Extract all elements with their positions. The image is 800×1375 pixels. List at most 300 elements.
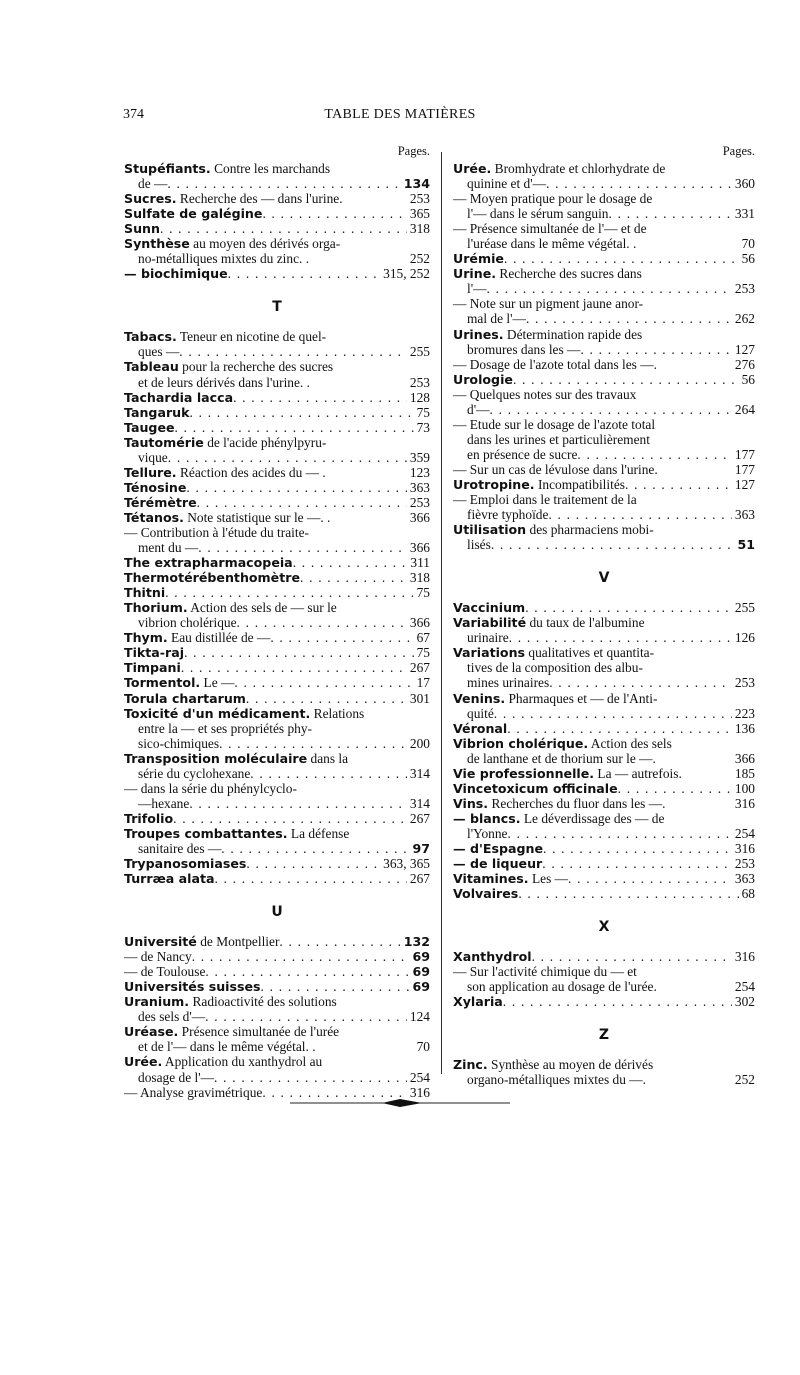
entry-description: l'— dans le sérum sanguin	[467, 206, 609, 222]
entry-text	[124, 811, 173, 826]
entry-heading: Vaccinium	[453, 600, 526, 616]
index-entry	[124, 675, 430, 690]
entry-heading: Stupéfiants.	[124, 161, 211, 176]
entry-description: —hexane	[138, 795, 190, 811]
entry-line	[124, 675, 430, 690]
entry-heading: Universités suisses	[124, 979, 261, 995]
entry-line	[453, 221, 755, 236]
index-entry	[124, 206, 430, 221]
entry-text	[124, 691, 246, 706]
entry-text	[453, 1057, 653, 1072]
page-reference: 128	[409, 389, 430, 405]
index-entry	[124, 405, 430, 420]
leader-dots	[192, 949, 410, 964]
page-reference: 255	[734, 600, 755, 616]
index-entry	[124, 359, 430, 389]
entry-line	[453, 781, 755, 796]
entry-text	[453, 522, 654, 537]
index-entry	[453, 781, 755, 796]
entry-line	[453, 886, 755, 901]
index-entry	[124, 161, 430, 191]
entry-line	[453, 281, 755, 296]
index-entry	[124, 465, 430, 480]
entry-text	[124, 161, 330, 176]
entry-heading: Variations	[453, 645, 526, 661]
entry-text	[124, 841, 221, 856]
entry-text	[453, 206, 609, 221]
leader-dots	[549, 675, 732, 690]
page-reference: 301	[409, 690, 430, 706]
entry-text	[453, 841, 543, 856]
index-entry	[124, 420, 430, 435]
index-entry	[124, 236, 430, 266]
entry-line	[124, 721, 430, 736]
entry-description: La défense	[287, 825, 350, 841]
entry-text	[453, 721, 507, 736]
entry-heading: — biochimique	[124, 266, 228, 282]
index-entry	[453, 736, 755, 766]
entry-line	[124, 1039, 430, 1054]
entry-line	[453, 630, 755, 645]
entry-description: Synthèse au moyen de dérivés	[487, 1057, 654, 1073]
entry-line	[124, 176, 430, 191]
entry-text	[453, 507, 548, 522]
entry-heading: Xylaria	[453, 994, 503, 1010]
index-entry	[453, 615, 755, 645]
entry-description: urinaire	[467, 630, 509, 646]
entry-heading: Urémie	[453, 251, 504, 267]
leader-dots	[279, 934, 400, 949]
entry-line	[124, 221, 430, 236]
entry-description: en présence de sucre	[467, 446, 578, 462]
index-entry	[453, 964, 755, 994]
entry-heading: The extrapharmacopeia	[124, 555, 293, 571]
entry-description: dans les urines et particulièrement	[467, 431, 650, 447]
entry-line	[124, 585, 430, 600]
running-title: TABLE DES MATIÈRES	[324, 107, 476, 122]
index-entry	[124, 585, 430, 600]
index-entry	[453, 871, 755, 886]
entries-left	[124, 161, 430, 1100]
entry-line	[453, 161, 755, 176]
entry-line	[124, 495, 430, 510]
page-reference: 252	[409, 251, 430, 267]
page-reference: 365	[409, 206, 430, 222]
page-reference: 253	[409, 494, 430, 510]
entry-text	[124, 600, 337, 615]
entry-text	[124, 751, 348, 766]
index-entry	[453, 886, 755, 901]
entry-line	[124, 645, 430, 660]
index-entry	[453, 372, 755, 387]
entry-description: quinine et d'—	[467, 176, 547, 192]
index-entry	[453, 721, 755, 736]
entry-line	[453, 477, 755, 492]
entry-heading: Uréase.	[124, 1024, 179, 1040]
index-entry	[453, 994, 755, 1009]
entry-line	[124, 871, 430, 886]
index-entry	[453, 417, 755, 462]
entry-heading: Tormentol.	[124, 675, 201, 691]
entry-text	[124, 405, 190, 420]
index-entry	[453, 327, 755, 357]
leader-dots	[246, 856, 380, 871]
index-entry	[124, 329, 430, 359]
entry-line	[453, 871, 755, 886]
entry-description: sico-chimiques	[138, 735, 220, 751]
entry-text	[453, 979, 657, 994]
page-reference: 316	[734, 840, 755, 856]
page-reference: 254	[734, 979, 755, 995]
entry-line	[453, 266, 755, 281]
entry-description: mines urinaires	[467, 675, 550, 691]
entry-line	[453, 507, 755, 522]
entry-description: du taux de l'albumine	[526, 615, 645, 631]
page-reference: 366	[409, 615, 430, 631]
entry-description: mal de l'—	[467, 311, 526, 327]
entry-line	[453, 402, 755, 417]
page-reference: 73	[416, 419, 430, 435]
index-entry	[453, 387, 755, 417]
entry-line	[124, 390, 430, 405]
entry-line	[453, 327, 755, 342]
entry-line	[124, 555, 430, 570]
entry-line	[124, 691, 430, 706]
entry-text	[124, 766, 250, 781]
index-entry	[124, 191, 430, 206]
index-entry	[453, 600, 755, 615]
index-entry	[453, 221, 755, 251]
index-entry	[124, 525, 430, 555]
entry-heading: Thermotérébenthomètre	[124, 570, 300, 586]
entry-line	[124, 236, 430, 251]
entry-description: ment du —	[138, 540, 199, 556]
index-entry	[453, 522, 755, 552]
index-entry	[124, 1054, 430, 1084]
entry-text	[124, 645, 184, 660]
entry-description: Pharmaques et — de l'Anti-	[505, 690, 658, 706]
leader-dots	[532, 949, 732, 964]
entry-heading: Sunn	[124, 221, 160, 237]
leader-dots	[568, 871, 732, 886]
entry-line	[124, 525, 430, 540]
leader-dots	[542, 856, 732, 871]
leader-dots	[508, 826, 732, 841]
entry-line	[124, 994, 430, 1009]
entry-line	[124, 934, 430, 949]
leader-dots	[525, 600, 732, 615]
entry-description: — Note sur un pigment jaune anor-	[453, 296, 644, 312]
leader-dots	[293, 555, 408, 570]
entry-heading: Tangaruk	[124, 404, 190, 420]
page-reference: 366	[734, 750, 755, 766]
entry-text	[124, 390, 233, 405]
entry-line	[124, 796, 430, 811]
index-entry	[124, 495, 430, 510]
entry-description: d'—	[467, 401, 490, 417]
entry-line	[124, 450, 430, 465]
index-entry	[124, 979, 430, 994]
entry-line	[124, 405, 430, 420]
index-entry	[124, 994, 430, 1024]
entry-line	[124, 979, 430, 994]
entry-text	[124, 856, 246, 871]
index-entry	[453, 691, 755, 721]
leader-dots	[205, 964, 409, 979]
entry-description: dans la	[307, 750, 349, 766]
entry-text	[453, 630, 509, 645]
page-reference: 100	[734, 780, 755, 796]
entry-description: Radioactivité des solutions	[189, 994, 337, 1010]
leader-dots	[580, 342, 731, 357]
leader-dots	[219, 736, 407, 751]
index-entry	[124, 949, 430, 964]
entry-line	[453, 826, 755, 841]
entry-text	[124, 266, 228, 281]
entry-line	[453, 675, 755, 690]
entry-line	[453, 236, 755, 251]
leader-dots	[504, 251, 739, 266]
entry-heading: Timpani	[124, 660, 181, 676]
leader-dots	[509, 630, 732, 645]
page-reference: 262	[734, 311, 755, 327]
entry-heading: Urotropine.	[453, 476, 535, 492]
entry-heading: Urine.	[453, 266, 497, 282]
page-reference: 136	[734, 720, 755, 736]
entry-text	[124, 615, 237, 630]
index-entry	[124, 706, 430, 751]
leader-dots	[494, 706, 732, 721]
entry-description: sanitaire des —	[138, 840, 222, 856]
entry-line	[453, 949, 755, 964]
leader-dots	[190, 405, 414, 420]
entry-line	[453, 691, 755, 706]
page-reference: 127	[734, 341, 755, 357]
entry-description: Réaction des acides du — .	[176, 464, 326, 480]
entry-line	[453, 251, 755, 266]
entry-text	[453, 477, 625, 492]
entry-description: dosage de l'—	[138, 1069, 215, 1085]
entry-description: — Dosage de l'azote total dans les —.	[453, 356, 657, 372]
entry-description: qualitatives et quantita-	[525, 645, 655, 661]
entry-line	[124, 540, 430, 555]
page-reference: 75	[416, 404, 430, 420]
entry-text	[453, 949, 532, 964]
entry-line	[453, 856, 755, 871]
entry-description: Note statistique sur le —. .	[183, 509, 331, 525]
page-reference: 70	[416, 1039, 430, 1055]
entry-line	[124, 736, 430, 751]
entry-description: de lanthane et de thorium sur le —.	[467, 750, 656, 766]
entry-description: Le —	[200, 675, 235, 691]
page-reference: 253	[409, 374, 430, 390]
entry-text	[124, 450, 168, 465]
entry-description: et de leurs dérivés dans l'urine. .	[138, 374, 310, 390]
entry-text	[124, 706, 364, 721]
entry-text	[453, 811, 664, 826]
entry-description: — de Toulouse	[124, 964, 206, 980]
entry-line	[453, 979, 755, 994]
entry-heading: Tachardia lacca	[124, 389, 234, 405]
entry-heading: Volvaires	[453, 886, 519, 902]
entry-line	[453, 206, 755, 221]
entry-description: — Sur l'activité chimique du — et	[453, 964, 637, 980]
entry-description: Bromhydrate et chlorhydrate de	[491, 161, 666, 176]
entry-text	[124, 585, 165, 600]
index-entry	[124, 751, 430, 781]
page-reference: 185	[734, 765, 755, 781]
entry-heading: Térémètre	[124, 494, 197, 510]
entry-text	[124, 359, 333, 374]
entry-line	[453, 736, 755, 751]
leader-dots	[160, 221, 407, 236]
entry-heading: Urines.	[453, 326, 504, 342]
entry-description: entre la — et ses propriétés phy-	[138, 720, 313, 736]
entry-text	[124, 420, 175, 435]
index-entry	[453, 191, 755, 221]
entry-line	[453, 1057, 755, 1072]
entry-text	[453, 871, 568, 886]
entry-text	[124, 979, 261, 994]
entry-text	[124, 176, 167, 191]
index-entry	[124, 871, 430, 886]
entry-heading: Tétanos.	[124, 509, 184, 525]
entry-heading: — d'Espagne	[453, 840, 543, 856]
entry-line	[124, 161, 430, 176]
entry-description: au moyen des dérivés orga-	[189, 236, 341, 252]
entry-heading: Vie professionnelle.	[453, 765, 595, 781]
entry-text	[124, 465, 326, 480]
leader-dots	[189, 796, 407, 811]
leader-dots	[186, 480, 407, 495]
index-entry	[453, 856, 755, 871]
entry-heading: Turræa alata	[124, 871, 215, 887]
entry-description: — Moyen pratique pour le dosage de	[453, 191, 653, 207]
page-reference: 254	[734, 825, 755, 841]
page-reference: 302	[734, 994, 755, 1010]
entry-line	[124, 1054, 430, 1069]
page-reference: 51	[737, 537, 755, 553]
leader-dots	[246, 691, 407, 706]
entry-line	[453, 706, 755, 721]
entry-description: Contre les marchands	[210, 161, 331, 176]
index-entry	[453, 841, 755, 856]
entry-description: l'—	[467, 281, 487, 297]
entry-heading: Université	[124, 934, 197, 950]
entry-heading: Thym.	[124, 630, 168, 646]
leader-dots	[237, 615, 407, 630]
page-reference: 253	[409, 191, 430, 207]
entry-text	[453, 781, 618, 796]
entry-description: de —	[138, 176, 168, 192]
entry-text	[453, 327, 642, 342]
entry-line	[124, 191, 430, 206]
entry-heading: Tikta-raj	[124, 645, 185, 661]
entry-line	[453, 721, 755, 736]
entry-heading: Urée.	[453, 161, 492, 176]
entry-text	[453, 402, 490, 417]
entry-text	[124, 375, 310, 390]
leader-dots	[490, 402, 732, 417]
entry-line	[124, 949, 430, 964]
entry-text	[453, 886, 518, 901]
entry-text	[453, 447, 577, 462]
entry-line	[124, 964, 430, 979]
entry-line	[453, 600, 755, 615]
entry-heading: Vincetoxicum officinale	[453, 780, 618, 796]
entry-description: — dans la série du phénylcyclo-	[124, 780, 297, 796]
page-reference: 267	[409, 810, 430, 826]
entry-line	[124, 329, 430, 344]
entry-text	[453, 675, 549, 690]
leader-dots	[546, 176, 732, 191]
page-reference: 56	[741, 371, 755, 387]
leader-dots	[175, 420, 414, 435]
entry-heading: Troupes combattantes.	[124, 825, 288, 841]
index-entry	[124, 555, 430, 570]
index-entry	[453, 266, 755, 296]
page-reference: 314	[409, 795, 430, 811]
entry-text	[453, 537, 491, 552]
page-reference: 276	[734, 356, 755, 372]
page-reference: 314	[409, 765, 430, 781]
index-entry	[124, 856, 430, 871]
entry-description: Incompatibilités	[534, 476, 625, 492]
pages-label: Pages.	[397, 144, 430, 158]
page-header	[0, 107, 800, 127]
entry-heading: Tellure.	[124, 464, 177, 480]
entry-text	[124, 435, 326, 450]
entry-description: série du cyclohexane	[138, 765, 251, 781]
page-reference: 200	[409, 735, 430, 751]
entry-description: — Sur un cas de lévulose dans l'urine.	[453, 461, 658, 477]
entry-heading: Thorium.	[124, 600, 188, 616]
index-entry	[453, 251, 755, 266]
leader-dots	[184, 645, 414, 660]
entry-text	[453, 357, 657, 372]
index-entry	[124, 221, 430, 236]
leader-dots	[173, 811, 407, 826]
page-reference: 177	[734, 446, 755, 462]
index-entry	[124, 390, 430, 405]
entry-description: Teneur en nicotine de quel-	[176, 329, 327, 345]
entry-text	[124, 871, 215, 886]
page-reference: 311	[410, 555, 430, 571]
index-entry	[453, 477, 755, 492]
leader-dots	[300, 570, 407, 585]
index-entry	[453, 766, 755, 781]
entry-text	[453, 221, 647, 236]
entry-heading: Urée.	[124, 1054, 163, 1070]
entry-line	[453, 311, 755, 326]
leader-dots	[221, 841, 409, 856]
page-reference: 359	[409, 449, 430, 465]
entry-text	[124, 781, 297, 796]
entry-line	[124, 1009, 430, 1024]
index-entry	[124, 781, 430, 811]
entries-right	[453, 161, 755, 1087]
entry-line	[124, 435, 430, 450]
entry-description: l'uréase dans le même végétal. .	[467, 236, 637, 252]
entry-description: Recherche des sucres dans	[496, 266, 642, 282]
entry-heading: Sucres.	[124, 191, 177, 207]
entry-description: son application au dosage de l'urée.	[467, 979, 657, 995]
entry-text	[124, 191, 343, 206]
page-reference: 252	[734, 1072, 755, 1088]
index-entry	[124, 570, 430, 585]
leader-dots	[513, 372, 739, 387]
entry-text	[124, 480, 186, 495]
